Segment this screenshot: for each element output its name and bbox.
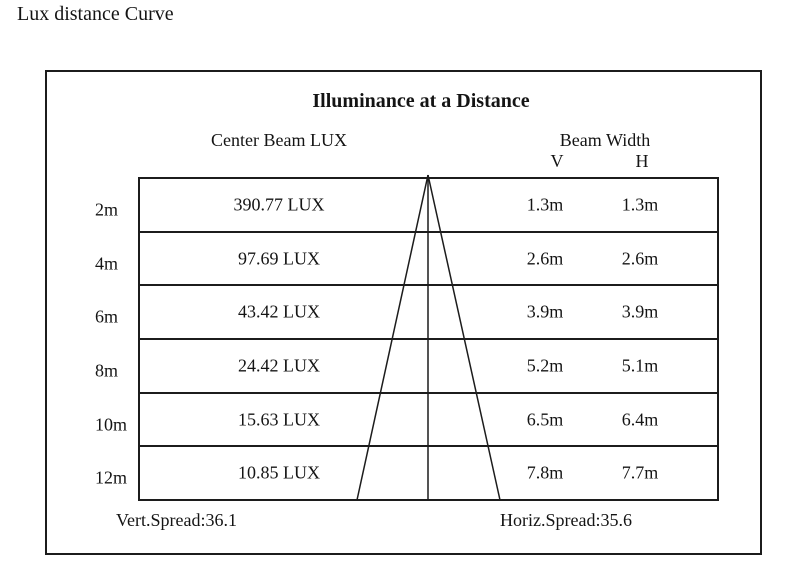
beam-width-v-value: 6.5m [526, 409, 564, 430]
table-row [95, 340, 717, 394]
column-header-vertical: V [550, 151, 564, 171]
distance-label: 4m [95, 253, 119, 273]
beam-width-h-value: 5.1m [621, 355, 659, 376]
column-header-center-beam-lux: Center Beam LUX [211, 130, 347, 150]
beam-width-h-value: 6.4m [621, 409, 659, 430]
distance-label: 8m [95, 360, 119, 381]
lux-value: 390.77 LUX [233, 194, 325, 215]
page-title: Lux distance Curve [17, 3, 174, 25]
beam-width-v-value: 1.3m [526, 194, 564, 215]
column-header-beam-width: Beam Width [559, 130, 651, 150]
table-row [95, 447, 717, 499]
beam-width-v-value: 3.9m [526, 301, 564, 322]
distance-label: 6m [95, 306, 119, 327]
beam-width-h-value: 7.7m [621, 462, 659, 483]
lux-value: 97.69 LUX [238, 248, 320, 268]
lux-table [95, 177, 719, 501]
beam-width-v-value: 2.6m [526, 248, 564, 268]
distance-label: 2m [95, 199, 119, 220]
vertical-spread-label: Vert.Spread:36.1 [116, 510, 237, 530]
table-row [95, 179, 717, 233]
beam-width-v-value: 7.8m [526, 462, 564, 483]
lux-value: 15.63 LUX [238, 409, 320, 430]
beam-width-h-value: 2.6m [621, 248, 659, 268]
lux-value: 10.85 LUX [238, 462, 320, 483]
distance-label: 10m [95, 414, 128, 435]
column-header-horizontal: H [635, 151, 649, 171]
beam-width-h-value: 1.3m [621, 194, 659, 215]
panel-title: Illuminance at a Distance [312, 90, 530, 112]
table-row [95, 394, 717, 448]
beam-width-v-value: 5.2m [526, 355, 564, 376]
horizontal-spread-label: Horiz.Spread:35.6 [500, 510, 632, 530]
illuminance-panel [45, 70, 762, 555]
table-row [95, 233, 717, 287]
distance-label: 12m [95, 467, 128, 488]
lux-value: 24.42 LUX [238, 355, 320, 376]
lux-value: 43.42 LUX [238, 301, 320, 322]
beam-width-h-value: 3.9m [621, 301, 659, 322]
table-row [95, 286, 717, 340]
